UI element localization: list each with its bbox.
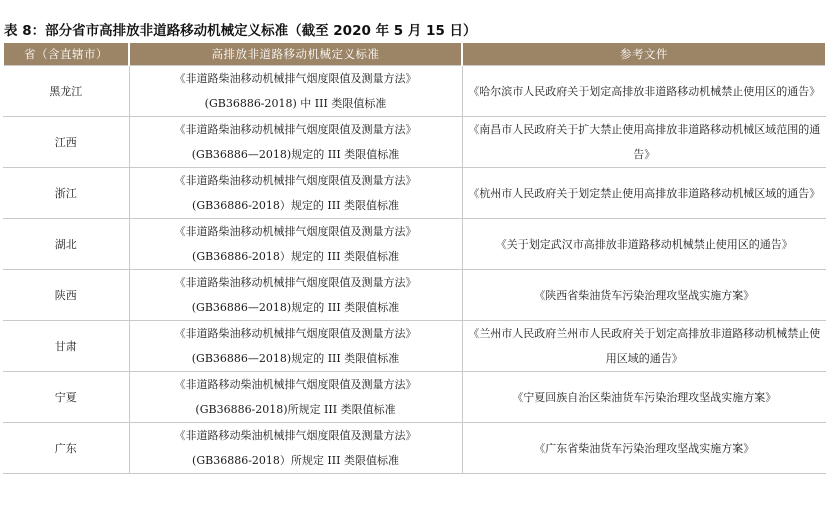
table-row [3,321,826,372]
standard-cell [129,423,462,474]
standard-cell [129,117,462,168]
reference-cell [462,117,826,168]
standard-line: (GB36886—2018)规定的 III 类限值标准 [191,352,400,365]
header-province: 省（含直辖市） [3,43,129,66]
standard-line: (GB36886-2018) 中 III 类限值标准 [204,97,387,110]
standard-line: (GB36886-2018)所规定 III 类限值标准 [195,403,396,416]
table-row [3,117,826,168]
reference-text: 《广东省柴油货车污染治理攻坚战实施方案》 [534,441,755,455]
table-row [3,423,826,474]
province-cell: 宁夏 [3,372,129,423]
standard-line: (GB36886-2018）规定的 III 类限值标准 [192,250,399,263]
table-caption: 表 8：部分省市高排放非道路移动机械定义标准（截至 2020 年 5 月 15 日） [4,23,477,39]
reference-cell [462,219,826,270]
standard-line: (GB36886-2018）规定的 III 类限值标准 [192,199,399,212]
standard-line: (GB36886-2018）所规定 III 类限值标准 [192,454,399,467]
standard-cell [129,219,462,270]
table-row [3,66,826,117]
table-row [3,270,826,321]
reference-cell [462,321,826,372]
reference-cell [462,66,826,117]
header-standard: 高排放非道路移动机械定义标准 [129,43,462,66]
province-cell: 陕西 [3,270,129,321]
standard-line: (GB36886—2018)规定的 III 类限值标准 [191,148,400,161]
reference-text: 《兰州市人民政府兰州市人民政府关于划定高排放非道路移动机械禁止使用区域的通告》 [468,327,821,365]
reference-cell [462,168,826,219]
standard-cell [129,270,462,321]
reference-cell [462,423,826,474]
table-row [3,372,826,423]
header-reference: 参考文件 [462,43,826,66]
standard-cell [129,168,462,219]
province-cell: 浙江 [3,168,129,219]
standard-line: 《非道路移动柴油机械排气烟度限值及测量方法》 [174,429,417,442]
standard-line: 《非道路柴油移动机械排气烟度限值及测量方法》 [174,174,417,187]
standard-line: 《非道路柴油移动机械排气烟度限值及测量方法》 [174,327,417,340]
standard-line: 《非道路柴油移动机械排气烟度限值及测量方法》 [174,225,417,238]
standards-table [2,43,827,474]
reference-cell [462,270,826,321]
standard-line: (GB36886—2018)规定的 III 类限值标准 [191,301,400,314]
standard-line: 《非道路移动柴油机械排气烟度限值及测量方法》 [174,378,417,391]
table-row [3,219,826,270]
standard-cell [129,321,462,372]
reference-text: 《关于划定武汉市高排放非道路移动机械禁止使用区的通告》 [495,237,793,251]
standard-cell [129,372,462,423]
reference-text: 《陕西省柴油货车污染治理攻坚战实施方案》 [534,288,755,302]
table-header-row [3,43,826,66]
reference-cell [462,372,826,423]
province-cell: 甘肃 [3,321,129,372]
province-cell: 黑龙江 [3,66,129,117]
reference-text: 《杭州市人民政府关于划定禁止使用高排放非道路移动机械区域的通告》 [468,186,821,200]
reference-text: 《哈尔滨市人民政府关于划定高排放非道路移动机械禁止使用区的通告》 [468,84,821,98]
table-row [3,168,826,219]
standard-line: 《非道路柴油移动机械排气烟度限值及测量方法》 [174,276,417,289]
reference-text: 《南昌市人民政府关于扩大禁止使用高排放非道路移动机械区域范围的通告》 [468,123,821,161]
standard-line: 《非道路柴油移动机械排气烟度限值及测量方法》 [174,123,417,136]
province-cell: 湖北 [3,219,129,270]
standard-cell [129,66,462,117]
standard-line: 《非道路柴油移动机械排气烟度限值及测量方法》 [174,72,417,85]
province-cell: 广东 [3,423,129,474]
reference-text: 《宁夏回族自治区柴油货车污染治理攻坚战实施方案》 [512,390,777,404]
province-cell: 江西 [3,117,129,168]
clipped-previous-text [0,0,827,4]
